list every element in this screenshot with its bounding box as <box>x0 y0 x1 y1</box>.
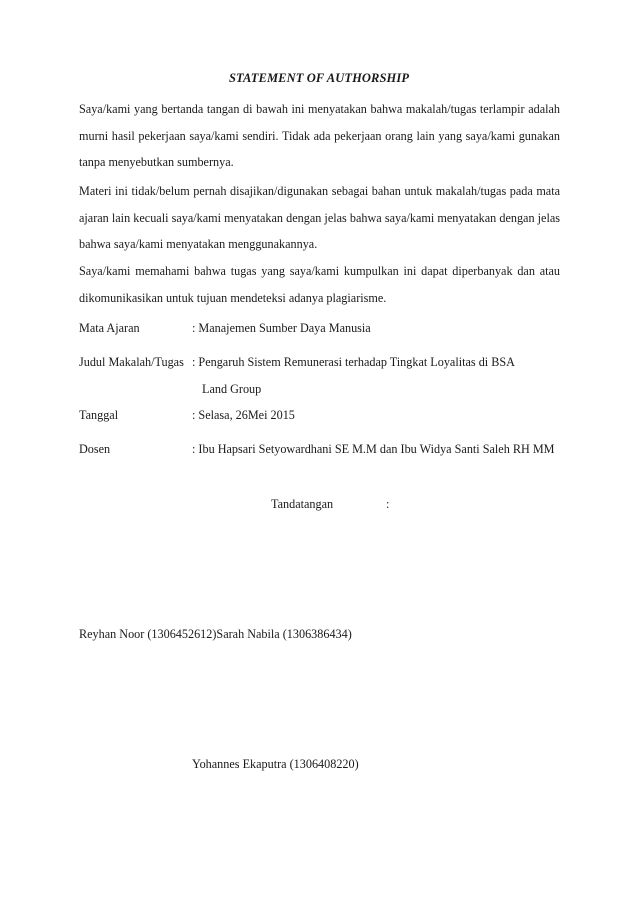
document-title: STATEMENT OF AUTHORSHIP <box>228 71 410 85</box>
field-value-mata-ajaran: : Manajemen Sumber Daya Manusia <box>192 321 371 335</box>
field-label-tanggal: Tanggal <box>79 408 119 422</box>
statement-paragraph-1: Saya/kami yang bertanda tangan di bawah ini menyatakan bahwa makalah/tugas terlampir adalah murni hasil pekerjaan saya/kami sendiri. Tidak ada pekerjaan orang lain yang saya/kami gunakan tanpa menyebutkan sumbernya. <box>79 102 560 169</box>
signature-label: Tandatangan <box>271 497 334 511</box>
field-tanggal <box>79 402 560 428</box>
field-judul <box>79 349 560 401</box>
statement-paragraph-2: Materi ini tidak/belum pernah disajikan/digunakan sebagai bahan untuk makalah/tugas pada mata ajaran lain kecuali saya/kami menyatakan dengan jelas bahwa saya/kami menyatakan dengan jelas bahwa saya/kami menyatakan menggunakannya. <box>79 184 560 251</box>
field-label-dosen: Dosen <box>79 442 111 456</box>
field-value-judul <box>192 349 560 402</box>
field-label-mata-ajaran: Mata Ajaran <box>79 321 140 335</box>
field-value-judul-line2: Land Group <box>202 381 262 396</box>
signature-colon: : <box>386 497 390 511</box>
authors-line-2: Yohannes Ekaputra (1306408220) <box>192 757 359 771</box>
field-value-dosen: : Ibu Hapsari Setyowardhani SE M.M dan Ibu Widya Santi Saleh RH MM <box>192 442 555 456</box>
statement-paragraph-3: Saya/kami memahami bahwa tugas yang saya/kami kumpulkan ini dapat diperbanyak dan atau dikomunikasikan untuk tujuan mendeteksi adanya plagiarisme. <box>79 264 560 305</box>
field-value-tanggal: : Selasa, 26Mei 2015 <box>192 408 295 422</box>
authors-line-1: Reyhan Noor (1306452612)Sarah Nabila (1306386434) <box>79 627 352 641</box>
field-dosen <box>79 436 560 488</box>
field-label-judul: Judul Makalah/Tugas <box>79 355 184 369</box>
field-value-judul-line1: : Pengaruh Sistem Remunerasi terhadap Tingkat Loyalitas di BSA <box>192 355 515 369</box>
field-mata-ajaran <box>79 315 560 341</box>
